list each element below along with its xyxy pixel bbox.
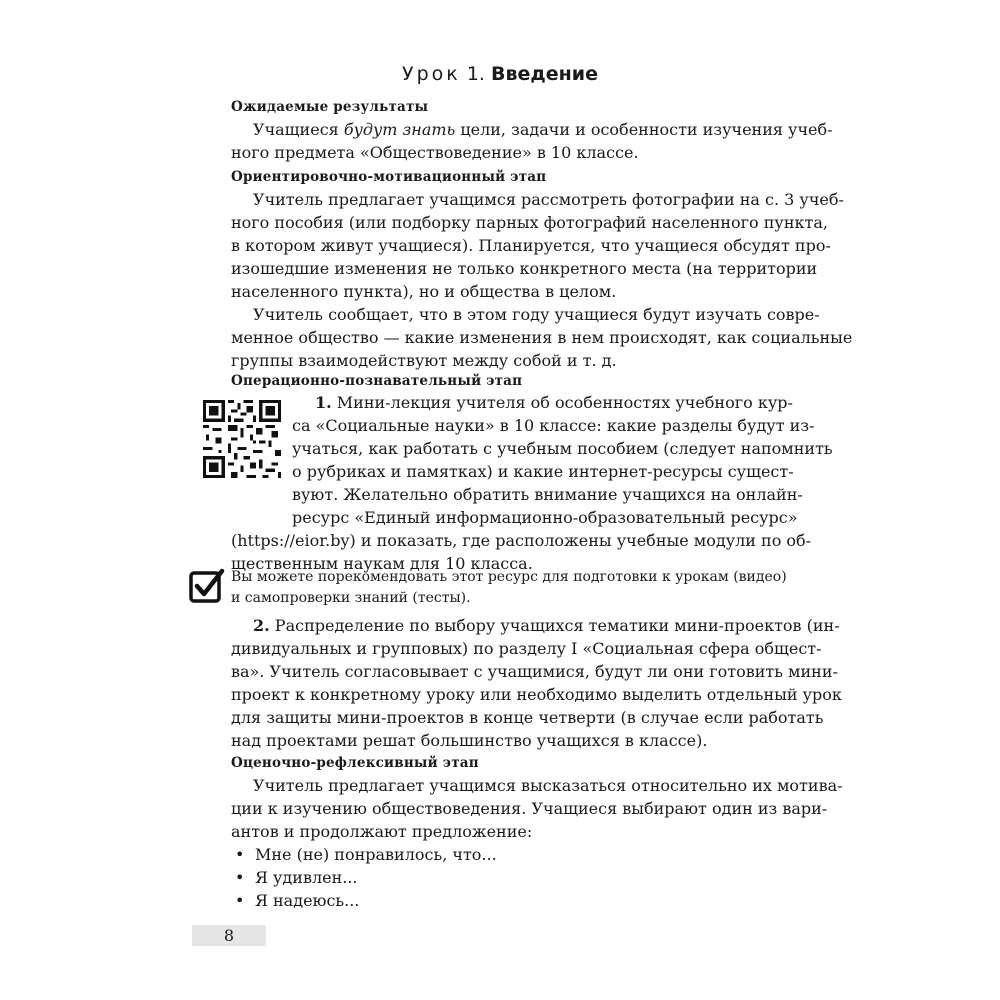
lesson-title (0, 62, 1000, 86)
text-line: группы взаимодействуют между собой и т. д. (231, 351, 617, 370)
paragraph (231, 303, 853, 372)
bullet-list (231, 843, 791, 912)
section-operational-stage (231, 370, 791, 392)
section-reflection-stage (231, 752, 843, 912)
text-line: ресурс «Единый информационно-образовательный ресурс» (292, 508, 798, 527)
text-line: в котором живут учащиеся). Планируется, что учащиеся обсудят про- (231, 236, 831, 255)
resource-note (231, 567, 791, 609)
text-line: Учитель сообщает, что в этом году учащиеся будут изучать совре- (253, 305, 820, 324)
text-line: вуют. Желательно обратить внимание учащихся на онлайн- (292, 485, 803, 504)
lesson-word: Урок (402, 63, 461, 85)
text-line: антов и продолжают предложение: (231, 822, 533, 841)
paragraph (231, 774, 843, 843)
text-line: Учитель предлагает учащимся рассмотреть фотографии на с. 3 учеб- (253, 190, 844, 209)
text-line: Учитель предлагает учащимся высказаться относительно их мотива- (253, 776, 843, 795)
text-line: са «Социальные науки» в 10 классе: какие разделы будут из- (292, 416, 815, 435)
section-expected-results (231, 96, 833, 164)
text-line: Вы можете порекомендовать этот ресурс для подготовки к урокам (видео) (231, 569, 787, 585)
text-line: ного пособия (или подборку парных фотографий населенного пункта, (231, 213, 828, 232)
lesson-name: Введение (491, 63, 598, 85)
text-line: дивидуальных и групповых) по разделу I «Социальная сфера общест- (231, 639, 822, 658)
text-line: 2. Распределение по выбору учащихся тематики мини-проектов (ин- (253, 616, 840, 635)
section-heading: Ориентировочно-мотивационный этап (231, 169, 547, 185)
item-number: 1. (315, 393, 332, 412)
text-line: щественным наукам для 10 класса. (231, 554, 533, 573)
text-line: населенного пункта), но и общества в целом. (231, 282, 617, 301)
text-line: (https://eior.by) и показать, где расположены учебные модули по об- (231, 531, 812, 550)
text-line: ва». Учитель согласовывает с учащимися, будут ли они готовить мини- (231, 662, 838, 681)
bullet-icon: • (235, 868, 245, 887)
text-line: учаться, как работать с учебным пособием (следует напомнить (292, 439, 833, 458)
section-heading: Оценочно-рефлексивный этап (231, 755, 479, 771)
text-line: для защиты мини-проектов в конце четверти (в случае если работать (231, 708, 824, 727)
list-item: • Мне (не) понравилось, что... (235, 845, 497, 864)
bullet-icon: • (235, 891, 245, 910)
checkbox-icon (188, 568, 226, 606)
page-number: 8 (192, 925, 266, 946)
emphasis: будут знать (343, 120, 456, 139)
section-heading: Ожидаемые результаты (231, 99, 429, 115)
section-orientation-stage (231, 166, 853, 372)
item-2-paragraph (231, 614, 842, 752)
text-line: о рубриках и памятках) и какие интернет-ресурсы сущест- (292, 462, 794, 481)
section-heading: Операционно-познавательный этап (231, 373, 523, 389)
item-1-paragraph (231, 391, 833, 575)
text-line: изошедшие изменения не только конкретного места (на территории (231, 259, 818, 278)
lesson-number: 1. (466, 63, 485, 85)
text-line: менное общество — какие изменения в нем происходят, как социальные (231, 328, 853, 347)
text-line: и самопроверки знаний (тесты). (231, 590, 471, 606)
list-item: • Я удивлен... (235, 868, 358, 887)
paragraph (231, 188, 844, 303)
paragraph (231, 118, 833, 164)
bullet-icon: • (235, 845, 245, 864)
text-line: ции к изучению обществоведения. Учащиеся выбирают один из вари- (231, 799, 828, 818)
list-item: • Я надеюсь... (235, 891, 360, 910)
text-line: 1. Мини-лекция учителя об особенностях учебного кур- (315, 393, 793, 412)
text-line: над проектами решат большинство учащихся в классе). (231, 731, 708, 750)
text-line: проект к конкретному уроку или необходимо выделить отдельный урок (231, 685, 842, 704)
text-line: Учащиеся будут знать цели, задачи и особенности изучения учеб- (253, 120, 833, 139)
item-number: 2. (253, 616, 270, 635)
text-line: ного предмета «Обществоведение» в 10 классе. (231, 143, 639, 162)
